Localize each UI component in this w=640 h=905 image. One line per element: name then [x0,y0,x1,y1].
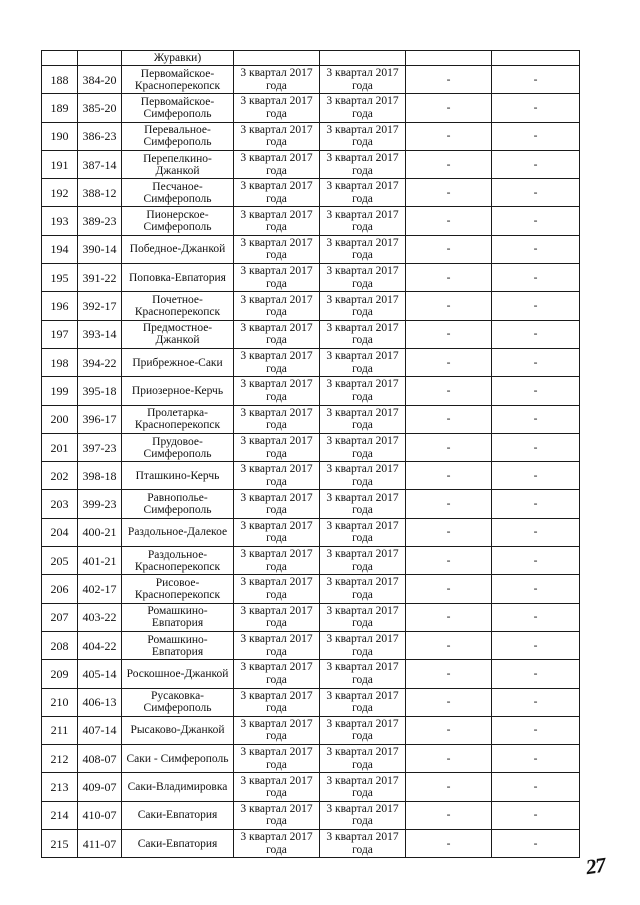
cell-code: 386-23 [78,122,122,150]
cell-code: 393-14 [78,320,122,348]
cell-code: 398-18 [78,462,122,490]
cell-route-name: Саки-Евпатория [122,830,234,858]
cell-code: 387-14 [78,150,122,178]
cell-code: 402-17 [78,575,122,603]
cell-col6: - [406,801,492,829]
cell-end-period: 3 квартал 2017 года [320,547,406,575]
cell-col6: - [406,773,492,801]
cell-end-period: 3 квартал 2017 года [320,490,406,518]
cell-num: 206 [42,575,78,603]
cell-num: 214 [42,801,78,829]
cell-start-period: 3 квартал 2017 года [234,320,320,348]
cell-route-name: Первомайское-Симферополь [122,94,234,122]
cell-col7: - [492,348,580,376]
cell-start-period: 3 квартал 2017 года [234,575,320,603]
cell-route-name: Победное-Джанкой [122,235,234,263]
cell-col6: - [406,405,492,433]
cell-route-name: Первомайское-Красноперекопск [122,66,234,94]
cell-start-period: 3 квартал 2017 года [234,688,320,716]
table-row [42,490,580,518]
cell-num: 211 [42,716,78,744]
cell-code: 395-18 [78,377,122,405]
cell-col6: - [406,575,492,603]
table-row [42,66,580,94]
cell-route-name: Саки-Евпатория [122,801,234,829]
cell-code: 401-21 [78,547,122,575]
cell-code: 385-20 [78,94,122,122]
cell-start-period: 3 квартал 2017 года [234,433,320,461]
cell-start-period: 3 квартал 2017 года [234,830,320,858]
cell-num: 205 [42,547,78,575]
cell-col6: - [406,745,492,773]
table-row-continuation [42,51,580,66]
cell-start-period: 3 квартал 2017 года [234,603,320,631]
table-row [42,631,580,659]
cell-col7: - [492,66,580,94]
cell-col7: - [492,150,580,178]
cell-route-name: Пионерское-Симферополь [122,207,234,235]
table-row [42,575,580,603]
cell-col6: - [406,122,492,150]
cell-num: 199 [42,377,78,405]
cell-end-period: 3 квартал 2017 года [320,348,406,376]
cell-start-period: 3 квартал 2017 года [234,462,320,490]
cell-route-name: Перевальное-Симферополь [122,122,234,150]
cell-col6 [406,51,492,66]
table-row [42,405,580,433]
cell-col7: - [492,575,580,603]
cell-code: 394-22 [78,348,122,376]
cell-route-name: Раздольное-Красноперекопск [122,547,234,575]
cell-col7: - [492,745,580,773]
cell-num: 197 [42,320,78,348]
table-row [42,433,580,461]
cell-code: 410-07 [78,801,122,829]
cell-start-period: 3 квартал 2017 года [234,94,320,122]
table-row [42,688,580,716]
cell-num: 209 [42,660,78,688]
cell-col7: - [492,179,580,207]
cell-code: 411-07 [78,830,122,858]
table-row [42,122,580,150]
cell-code: 388-12 [78,179,122,207]
cell-col6: - [406,94,492,122]
table-row [42,320,580,348]
cell-col7 [492,51,580,66]
cell-col6: - [406,462,492,490]
cell-start-period: 3 квартал 2017 года [234,292,320,320]
table-row [42,518,580,546]
table-row [42,716,580,744]
cell-code: 403-22 [78,603,122,631]
cell-num: 215 [42,830,78,858]
cell-route-name: Ромашкино-Евпатория [122,631,234,659]
cell-code: 405-14 [78,660,122,688]
cell-col6: - [406,66,492,94]
cell-code: 399-23 [78,490,122,518]
table-row [42,150,580,178]
cell-col7: - [492,830,580,858]
cell-col7: - [492,377,580,405]
cell-route-name: Приозерное-Керчь [122,377,234,405]
cell-end-period: 3 квартал 2017 года [320,801,406,829]
cell-col7: - [492,801,580,829]
table-row [42,801,580,829]
cell-route-name: Прибрежное-Саки [122,348,234,376]
cell-num: 212 [42,745,78,773]
cell-col6: - [406,688,492,716]
cell-col7: - [492,320,580,348]
cell-end-period: 3 квартал 2017 года [320,320,406,348]
cell-col7: - [492,688,580,716]
cell-col6: - [406,377,492,405]
page-number: 27 [584,852,607,880]
cell-end-period: 3 квартал 2017 года [320,94,406,122]
cell-route-name: Рысаково-Джанкой [122,716,234,744]
cell-num: 213 [42,773,78,801]
cell-num: 202 [42,462,78,490]
cell-code: 384-20 [78,66,122,94]
cell-route-name: Журавки) [122,51,234,66]
cell-end-period: 3 квартал 2017 года [320,150,406,178]
cell-start-period: 3 квартал 2017 года [234,235,320,263]
cell-num: 192 [42,179,78,207]
table-row [42,773,580,801]
cell-num: 207 [42,603,78,631]
cell-route-name: Русаковка-Симферополь [122,688,234,716]
cell-route-name: Саки - Симферополь [122,745,234,773]
table-row [42,179,580,207]
cell-start-period: 3 квартал 2017 года [234,660,320,688]
table-row [42,264,580,292]
cell-col7: - [492,235,580,263]
cell-start-period: 3 квартал 2017 года [234,66,320,94]
cell-start-period: 3 квартал 2017 года [234,490,320,518]
cell-code: 392-17 [78,292,122,320]
routes-table-body [42,51,580,858]
cell-col6: - [406,207,492,235]
table-row [42,462,580,490]
cell-end-period: 3 квартал 2017 года [320,716,406,744]
cell-route-name: Пролетарка-Красноперекопск [122,405,234,433]
cell-end-period: 3 квартал 2017 года [320,745,406,773]
cell-col6: - [406,830,492,858]
cell-start-period: 3 квартал 2017 года [234,801,320,829]
cell-col6: - [406,179,492,207]
cell-end-period: 3 квартал 2017 года [320,122,406,150]
cell-col7: - [492,547,580,575]
cell-col6: - [406,631,492,659]
cell-route-name: Рисовое-Красноперекопск [122,575,234,603]
cell-route-name: Перепелкино-Джанкой [122,150,234,178]
table-row [42,348,580,376]
cell-col7: - [492,660,580,688]
cell-col7: - [492,603,580,631]
cell-end-period: 3 квартал 2017 года [320,462,406,490]
cell-num: 191 [42,150,78,178]
cell-end-period: 3 квартал 2017 года [320,830,406,858]
cell-col6: - [406,603,492,631]
cell-col6: - [406,320,492,348]
cell-end-period: 3 квартал 2017 года [320,518,406,546]
cell-col6: - [406,433,492,461]
cell-col6: - [406,518,492,546]
cell-code: 407-14 [78,716,122,744]
cell-col7: - [492,773,580,801]
cell-route-name: Равнополье-Симферополь [122,490,234,518]
cell-code [78,51,122,66]
cell-num: 195 [42,264,78,292]
table-row [42,292,580,320]
cell-end-period: 3 квартал 2017 года [320,575,406,603]
cell-num: 210 [42,688,78,716]
cell-start-period: 3 квартал 2017 года [234,207,320,235]
table-row [42,830,580,858]
cell-num: 188 [42,66,78,94]
cell-end [320,51,406,66]
table-row [42,603,580,631]
cell-col7: - [492,405,580,433]
cell-end-period: 3 квартал 2017 года [320,603,406,631]
table-row [42,547,580,575]
cell-code: 396-17 [78,405,122,433]
cell-end-period: 3 квартал 2017 года [320,688,406,716]
cell-col6: - [406,235,492,263]
cell-end-period: 3 квартал 2017 года [320,207,406,235]
cell-end-period: 3 квартал 2017 года [320,66,406,94]
cell-route-name: Раздольное-Далекое [122,518,234,546]
cell-end-period: 3 квартал 2017 года [320,660,406,688]
cell-col6: - [406,490,492,518]
cell-col7: - [492,518,580,546]
cell-col6: - [406,716,492,744]
cell-code: 404-22 [78,631,122,659]
cell-start-period: 3 квартал 2017 года [234,773,320,801]
cell-start-period: 3 квартал 2017 года [234,745,320,773]
cell-route-name: Пташкино-Керчь [122,462,234,490]
cell-num: 201 [42,433,78,461]
cell-col6: - [406,547,492,575]
table-row [42,745,580,773]
cell-route-name: Поповка-Евпатория [122,264,234,292]
cell-code: 397-23 [78,433,122,461]
cell-start-period: 3 квартал 2017 года [234,631,320,659]
cell-col6: - [406,292,492,320]
cell-route-name: Роскошное-Джанкой [122,660,234,688]
cell-end-period: 3 квартал 2017 года [320,292,406,320]
table-row [42,377,580,405]
cell-start [234,51,320,66]
cell-col7: - [492,292,580,320]
cell-num: 208 [42,631,78,659]
cell-start-period: 3 квартал 2017 года [234,405,320,433]
cell-num [42,51,78,66]
cell-col7: - [492,122,580,150]
cell-route-name: Почетное-Красноперекопск [122,292,234,320]
cell-route-name: Саки-Владимировка [122,773,234,801]
cell-start-period: 3 квартал 2017 года [234,179,320,207]
cell-start-period: 3 квартал 2017 года [234,122,320,150]
cell-end-period: 3 квартал 2017 года [320,631,406,659]
cell-code: 391-22 [78,264,122,292]
cell-start-period: 3 квартал 2017 года [234,518,320,546]
cell-end-period: 3 квартал 2017 года [320,433,406,461]
cell-col6: - [406,150,492,178]
cell-num: 189 [42,94,78,122]
cell-code: 400-21 [78,518,122,546]
cell-start-period: 3 квартал 2017 года [234,264,320,292]
cell-route-name: Песчаное-Симферополь [122,179,234,207]
cell-start-period: 3 квартал 2017 года [234,150,320,178]
table-row [42,660,580,688]
cell-end-period: 3 квартал 2017 года [320,377,406,405]
cell-num: 196 [42,292,78,320]
cell-col7: - [492,433,580,461]
cell-end-period: 3 квартал 2017 года [320,405,406,433]
cell-code: 389-23 [78,207,122,235]
cell-route-name: Ромашкино-Евпатория [122,603,234,631]
routes-table [41,50,580,858]
cell-route-name: Предмостное-Джанкой [122,320,234,348]
cell-start-period: 3 квартал 2017 года [234,716,320,744]
cell-num: 190 [42,122,78,150]
cell-code: 408-07 [78,745,122,773]
table-row [42,235,580,263]
cell-num: 200 [42,405,78,433]
cell-end-period: 3 квартал 2017 года [320,179,406,207]
cell-num: 204 [42,518,78,546]
cell-col7: - [492,716,580,744]
cell-num: 193 [42,207,78,235]
cell-end-period: 3 квартал 2017 года [320,235,406,263]
cell-col7: - [492,264,580,292]
cell-start-period: 3 квартал 2017 года [234,377,320,405]
cell-start-period: 3 квартал 2017 года [234,348,320,376]
cell-start-period: 3 квартал 2017 года [234,547,320,575]
cell-col6: - [406,660,492,688]
cell-num: 194 [42,235,78,263]
cell-col7: - [492,462,580,490]
cell-end-period: 3 квартал 2017 года [320,264,406,292]
cell-col6: - [406,348,492,376]
cell-col7: - [492,94,580,122]
cell-col7: - [492,490,580,518]
cell-route-name: Прудовое-Симферополь [122,433,234,461]
cell-code: 409-07 [78,773,122,801]
table-row [42,94,580,122]
cell-code: 406-13 [78,688,122,716]
cell-col7: - [492,631,580,659]
cell-col7: - [492,207,580,235]
table-row [42,207,580,235]
cell-end-period: 3 квартал 2017 года [320,773,406,801]
cell-col6: - [406,264,492,292]
cell-num: 198 [42,348,78,376]
cell-code: 390-14 [78,235,122,263]
cell-num: 203 [42,490,78,518]
